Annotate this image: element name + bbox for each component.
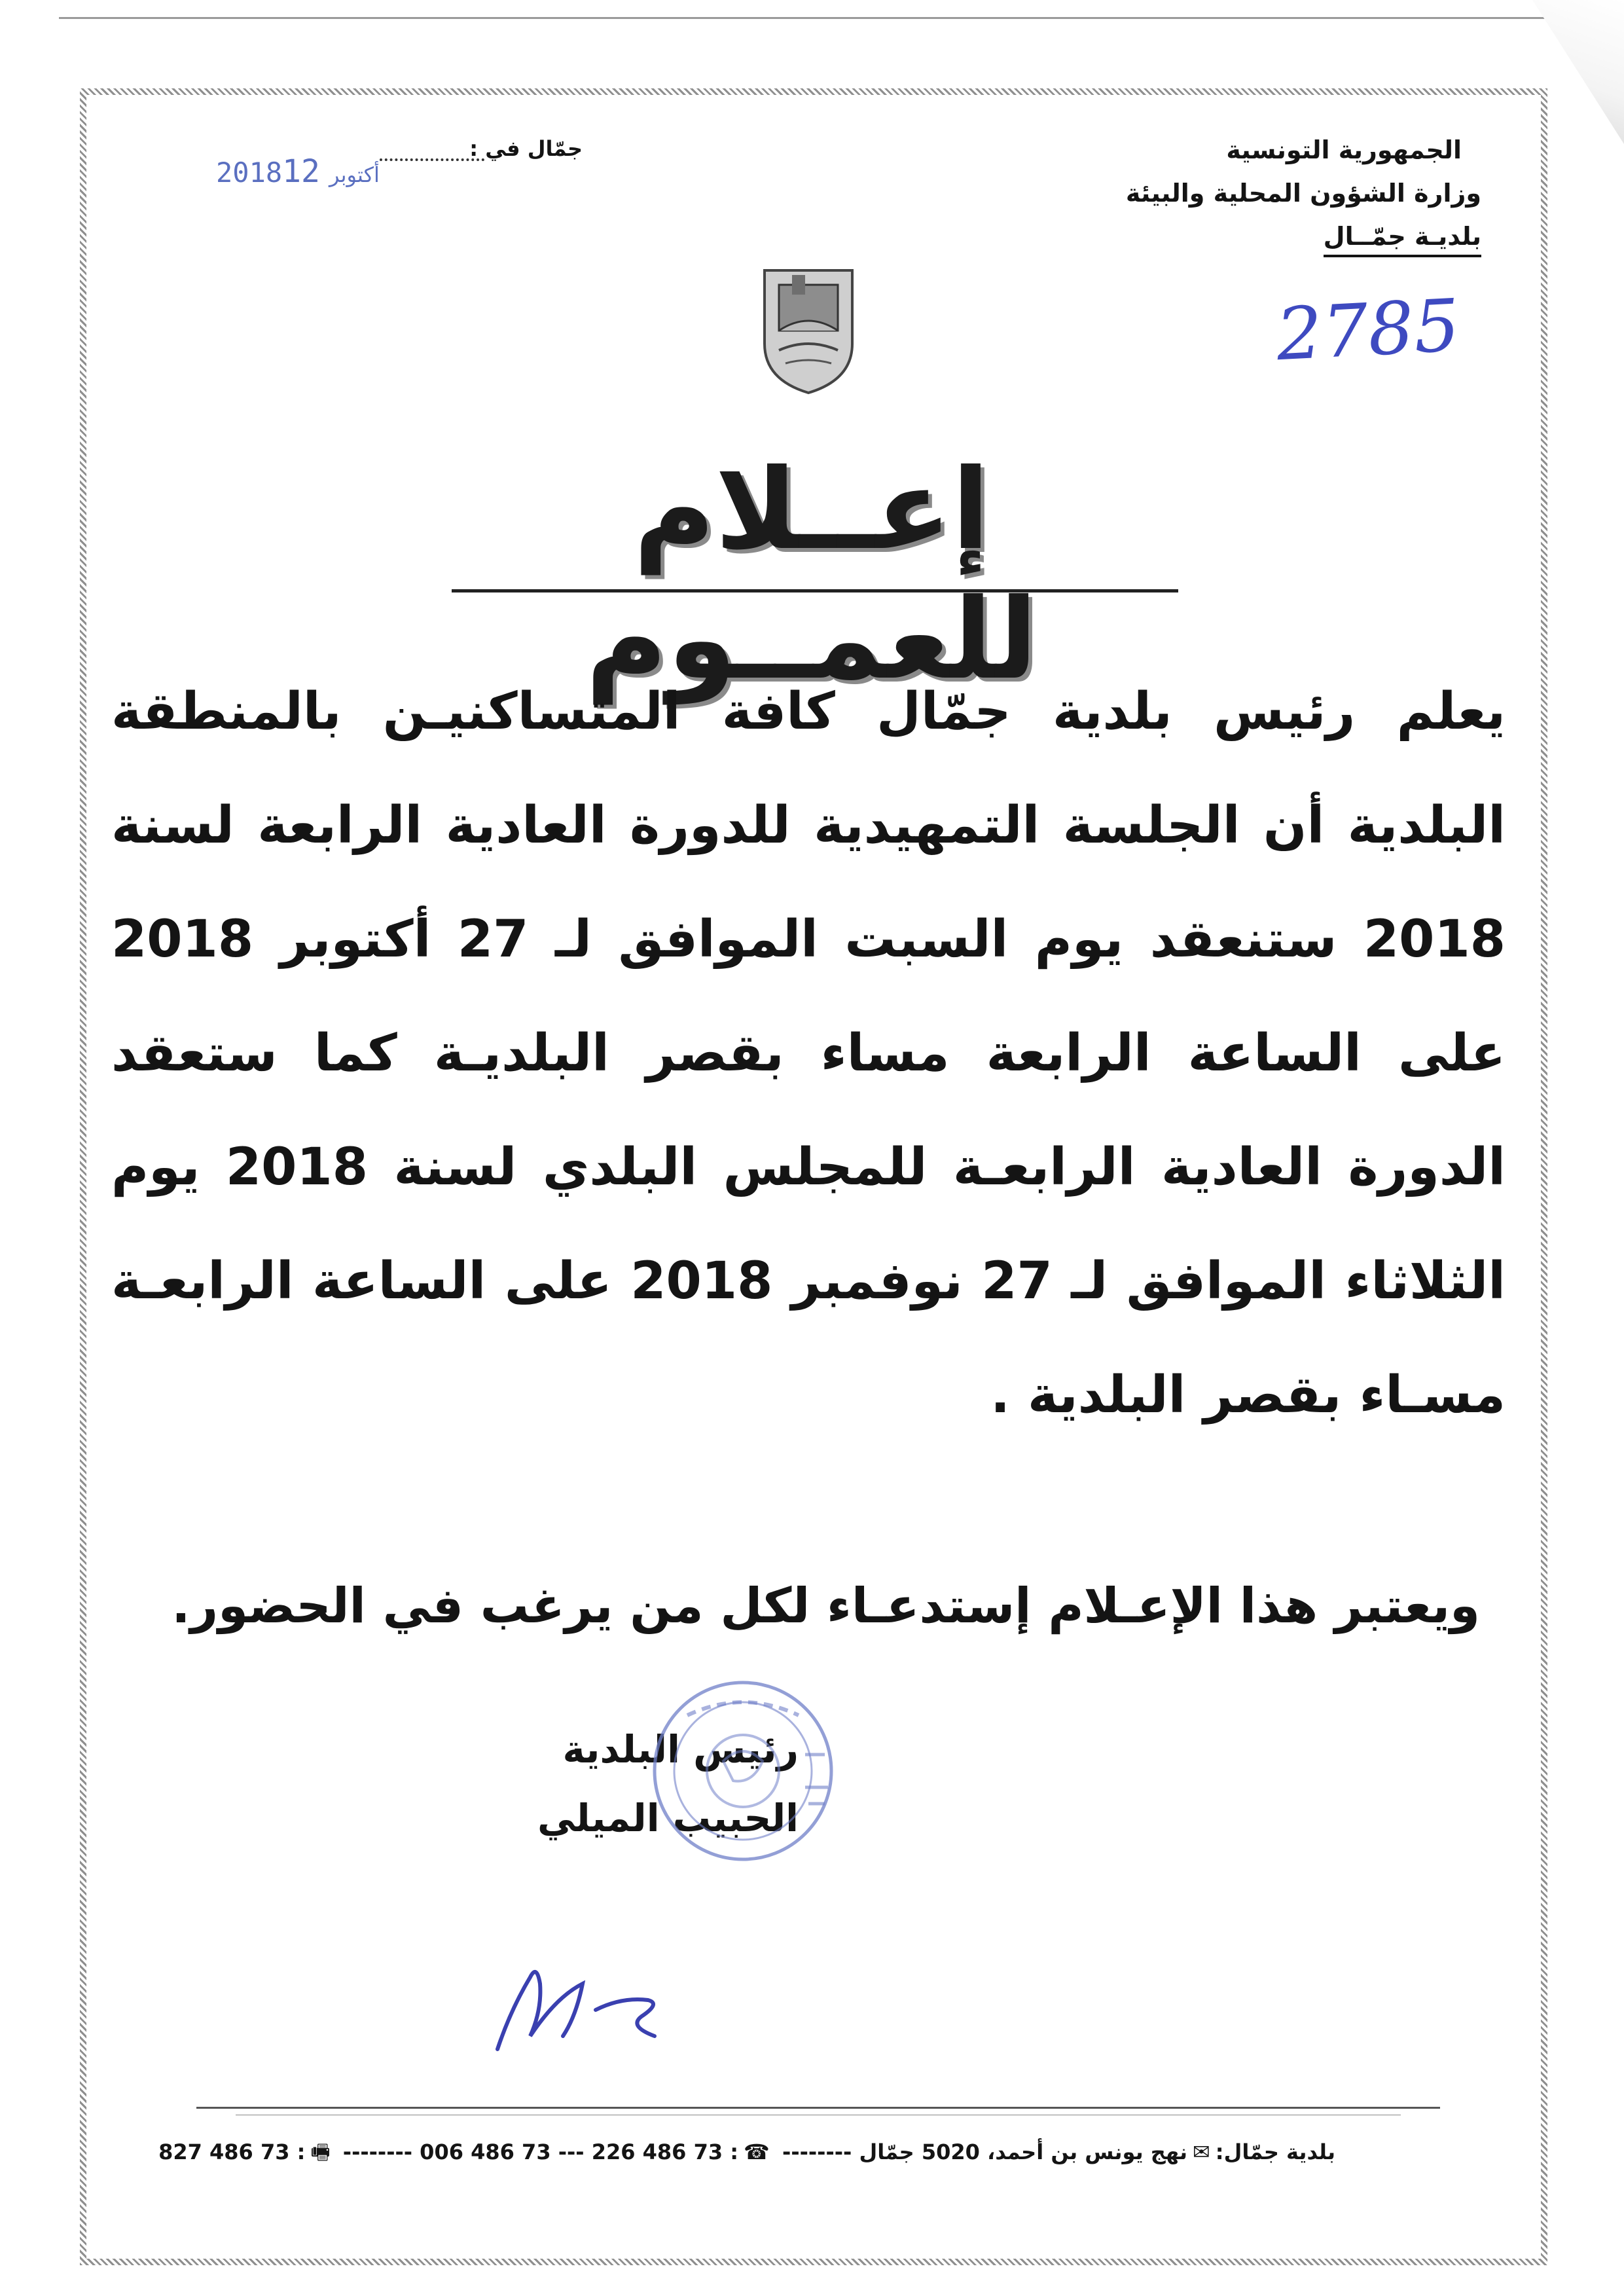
footer-phones: 73 486 226 --- 73 486 006 -------- (342, 2140, 723, 2164)
fax-icon: 🖷 (310, 2140, 331, 2164)
letterhead-country: الجمهورية التونسية (1226, 136, 1462, 164)
date-stamp-year: 2018 (216, 156, 283, 189)
scan-edge (59, 17, 1551, 19)
handwritten-signature-icon (484, 1938, 694, 2062)
envelope-icon: ✉ (1192, 2140, 1210, 2164)
registration-number: 2785 (1274, 283, 1462, 377)
date-stamp-month: أكتوبر (329, 162, 380, 187)
letterhead (1023, 128, 1481, 258)
footer-contact (158, 2138, 1335, 2173)
date-stamp-day: 12 (282, 153, 320, 190)
footer-fax: 73 486 827 (158, 2140, 290, 2164)
place-date-label: جمّال في : (469, 136, 583, 161)
dotted-line (380, 158, 484, 161)
signatory-title: رئيس البلدية (562, 1727, 799, 1772)
letterhead-municipality: بلديـة جمّــال (1324, 218, 1481, 257)
footer-fax-label: : (297, 2140, 306, 2164)
title-underline (452, 589, 1178, 592)
official-seal-icon (648, 1676, 838, 1866)
footer-phone-label: : (730, 2140, 739, 2164)
phone-icon: ☎ (744, 2140, 770, 2164)
footer-rule (196, 2107, 1440, 2109)
footer-address: نهج يونس بن أحمد، 5020 جمّال -------- (782, 2140, 1187, 2164)
footer-address-label: بلدية جمّال: (1215, 2140, 1335, 2164)
municipal-emblem-icon (759, 265, 857, 396)
announcement-closing: ويعتبر هذا الإعـلام إستدعـاء لكل من يرغب في الحضور. (171, 1578, 1480, 1634)
letterhead-ministry: وزارة الشؤون المحلية والبيئة (1125, 179, 1481, 208)
page-title: إعــلام للعمــوم (585, 445, 1038, 704)
announcement-body: يعلم رئيس بلدية جمّال كافة المتساكنيـن بالمنطقة البلدية أن الجلسة التمهيدية للدورة العادية الرابعة لسنة 2018 ستنعقد يوم السبت الموافق لـ 27 أكتوبر 2018 على الساعة الرابعة مساء بقصر البلديـة كما ستعقد الدورة العادية الرابعـة للمجلس البلدي لسنة 2018 يوم الثلاثاء الموافق لـ 27 نوفمبر 2018 على الساعة الرابعـة مسـاء بقصر البلدية . (111, 682, 1506, 1425)
signatory-name: الحبيب الميلي (537, 1796, 799, 1840)
date-stamp (216, 153, 389, 190)
place-date (216, 136, 583, 195)
